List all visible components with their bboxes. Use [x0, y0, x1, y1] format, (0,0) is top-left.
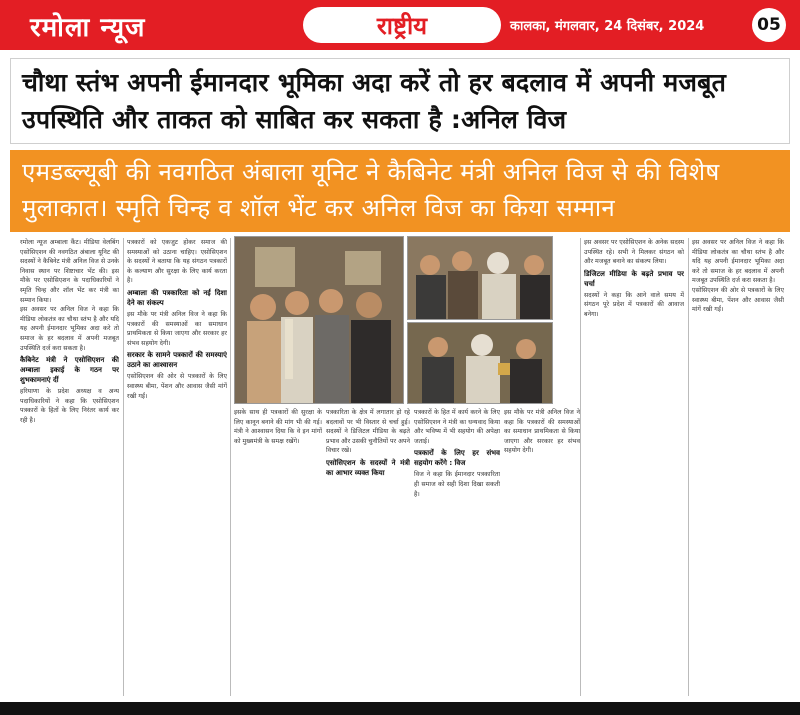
- article-paragraph: इस अवसर पर एसोसिएशन के अनेक सदस्य उपस्थित रहे। सभी ने मिलकर संगठन को और मजबूत बनाने का संकल्प लिया।: [584, 239, 684, 266]
- photo-meeting-shawl: [407, 236, 553, 320]
- article-subheading: अम्बाला की पत्रकारिता को नई दिशा देने का संकल्प: [127, 288, 227, 307]
- article-column-5: [414, 408, 500, 696]
- column-divider: [123, 238, 124, 696]
- article-subheading: पत्रकारों के लिए हर संभव सहयोग करेंगे : विज: [414, 449, 500, 468]
- article-column-3: [234, 408, 322, 696]
- column-divider: [688, 238, 689, 696]
- article-paragraph: पत्रकारिता के क्षेत्र में लगातार हो रहे बदलावों पर भी विस्तार से चर्चा हुई। सदस्यों ने डिजिटल मीडिया के बढ़ते प्रभाव और उसकी चुनौतियों पर अपने विचार रखे।: [326, 409, 410, 455]
- article-paragraph: एसोसिएशन की ओर से पत्रकारों के लिए स्वास्थ्य बीमा, पेंशन और आवास जैसी मांगें रखी गईं।: [692, 286, 784, 314]
- article-subheading: सरकार के सामने पत्रकारों की समस्याएं उठाने का आश्वासन: [127, 351, 227, 370]
- photo-meeting-group: [234, 236, 404, 404]
- article-paragraph: विज ने कहा कि ईमानदार पत्रकारिता ही समाज को सही दिशा दिखा सकती है।: [414, 471, 500, 498]
- article-subheading: कैबिनेट मंत्री ने एसोसिएशन की अम्बाला इकाई के गठन पर शुभकामनाएं दीं: [20, 356, 119, 385]
- article-paragraph: हरियाणा के प्रदेश अध्यक्ष व अन्य पदाधिकारियों ने कहा कि एसोसिएशन पत्रकारों के हितों के लिए निरंतर कार्य कर रही है।: [20, 388, 119, 424]
- article-column-6: [584, 238, 684, 696]
- article-paragraph: इस मौके पर मंत्री अनिल विज ने कहा कि पत्रकारों की समस्याओं का समाधान प्राथमिकता से किया जाएगा और सरकार हर संभव सहयोग देगी।: [127, 310, 227, 347]
- main-headline: चौथा स्तंभ अपनी ईमानदार भूमिका अदा करें तो हर बदलाव में अपनी मजबूत उपस्थिति और ताकत को साबित कर सकता है :अनिल विज: [22, 68, 727, 134]
- page-number: 05: [752, 8, 786, 42]
- article-column-1: [20, 238, 119, 696]
- article-paragraph: सदस्यों ने कहा कि आने वाले समय में संगठन पूरे प्रदेश में पत्रकारों की आवाज बनेगा।: [584, 291, 684, 318]
- photo-memento-illustration: [408, 323, 553, 404]
- article-subheading: एसोसिएशन के सदस्यों ने मंत्री का आभार व्यक्त किया: [326, 458, 410, 477]
- article-column-8: [504, 408, 580, 696]
- article-column-7: [692, 238, 784, 696]
- newspaper-logo: रमोला न्यूज: [30, 13, 146, 43]
- article-paragraph: एसोसिएशन की ओर से पत्रकारों के लिए स्वास्थ्य बीमा, पेंशन और आवास जैसी मांगें रखी गईं।: [127, 373, 227, 400]
- article-paragraph: रमोला न्यूज अम्बाला कैंट। मीडिया वेलबिंग एसोसिएशन की नवगठित अंबाला यूनिट की सदस्यों ने कैबिनेट मंत्री अनिल विज से उनके निवास स्थान पर शिष्टाचार भेंट की। इस मौके पर एसोसिएशन के पदाधिकारियों ने स्मृति चिन्ह और शॉल भेंट कर मंत्री का सम्मान किया।: [20, 239, 119, 304]
- article-column-4: [326, 408, 410, 696]
- bottom-border: [0, 702, 800, 715]
- photo-group-illustration: [235, 237, 404, 404]
- article-paragraph: इसके साथ ही पत्रकारों की सुरक्षा के लिए कानून बनाने की मांग भी की गई। मंत्री ने आश्वासन दिया कि वे इन मांगों को मुख्यमंत्री के समक्ष रखेंगे।: [234, 409, 322, 445]
- article-paragraph: इस अवसर पर अनिल विज ने कहा कि मीडिया लोकतंत्र का चौथा स्तंभ है और यदि यह अपनी ईमानदार भूमिका अदा करे तो समाज के हर बदलाव में अपनी मजबूत उपस्थिति दर्ज करा सकता है।: [20, 306, 119, 352]
- article-paragraph: पत्रकारों के हित में कार्य करने के लिए एसोसिएशन ने मंत्री का धन्यवाद किया और भविष्य में भी सहयोग की अपेक्षा जताई।: [414, 409, 500, 445]
- article-paragraph: इस मौके पर मंत्री अनिल विज ने कहा कि पत्रकारों की समस्याओं का समाधान प्राथमिकता से किया जाएगा और सरकार हर संभव सहयोग देगी।: [504, 409, 580, 455]
- dateline: कालका, मंगलवार, 24 दिसंबर, 2024: [510, 19, 705, 34]
- article-paragraph: पत्रकारों को एकजुट होकर समाज की समस्याओं को उठाना चाहिए। एसोसिएशन के सदस्यों ने बताया कि यह संगठन पत्रकारों के कल्याण और सुरक्षा के लिए कार्य करता है।: [127, 239, 227, 285]
- photo-shawl-illustration: [408, 237, 553, 320]
- photo-meeting-memento: [407, 322, 553, 404]
- column-divider: [230, 238, 231, 696]
- column-divider: [580, 238, 581, 696]
- section-title: राष्ट्रीय: [303, 7, 501, 43]
- article-paragraph: इस अवसर पर अनिल विज ने कहा कि मीडिया लोकतंत्र का चौथा स्तंभ है और यदि यह अपनी ईमानदार भूमिका अदा करे तो समाज के हर बदलाव में अपनी मजबूत उपस्थिति दर्ज करा सकता है।: [692, 239, 784, 285]
- article-column-2: [127, 238, 227, 696]
- article-subheading: डिजिटल मीडिया के बढ़ते प्रभाव पर चर्चा: [584, 269, 684, 288]
- masthead: [0, 0, 800, 50]
- subheadline: एमडब्ल्यूबी की नवगठित अंबाला यूनिट ने कैबिनेट मंत्री अनिल विज से की विशेष मुलाकात। स्मृति चिन्ह व शॉल भेंट कर अनिल विज का किया सम्मान: [22, 158, 720, 222]
